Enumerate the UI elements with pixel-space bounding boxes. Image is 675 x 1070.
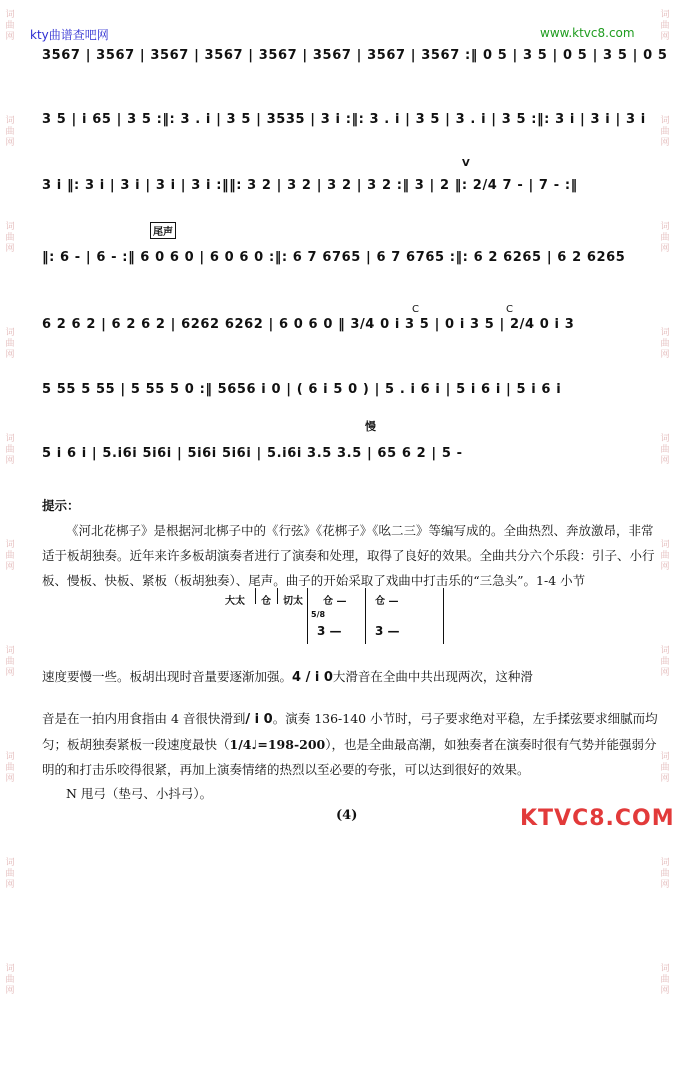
score-row-1	[42, 48, 668, 70]
tempo-fraction: 1/4	[229, 737, 252, 752]
notes-paragraph-3b: 。演奏 136-140 小节时，弓子要求绝对平稳，左手揉弦要求细腻而均匀；板胡独奏紧板一段速度最快（	[42, 711, 658, 752]
percussion-bottom-1: 3 —	[317, 624, 342, 638]
left-watermark-column: 词曲网 词曲网 词曲网 词曲网 词曲网 词曲网 词曲网 词曲网 词曲网 词曲网	[5, 10, 15, 996]
notes-paragraph-3c: ），也是全曲最高潮，如独奏者在演奏时很有气势并能强弱分明的和打击乐咬得很紧，再加上演奏情绪的热烈以至必要的夸张，可以达到很好的效果。	[42, 737, 657, 777]
c-mark-2: C	[506, 304, 513, 315]
coda-label: 尾声	[150, 222, 176, 239]
percussion-cang-sustain-2: 仓 —	[375, 596, 399, 607]
percussion-bottom-2: 3 —	[375, 624, 400, 638]
score-row-6-text: 5 55 5 55 | 5 55 5 0 :‖ 5656 i 0 | ( 6 i 5 0 ) | 5 . i 6 i | 5 i 6 i | 5 i 6 i	[42, 382, 562, 397]
score-row-2	[42, 112, 652, 134]
watermark-top-right: www.ktvc8.com	[540, 26, 635, 40]
notes-continued-2	[42, 706, 662, 806]
notes-continued	[42, 664, 662, 690]
score-row-7-text: 5 i 6 i | 5.i6i 5i6i | 5i6i 5i6i | 5.i6i 3.5 3.5 | 65 6 2 | 5 -	[42, 446, 463, 461]
percussion-dadai: 大太	[225, 596, 245, 607]
score-row-4-text: ‖: 6 - | 6 - :‖ 6 0 6 0 | 6 0 6 0 :‖: 6 7 6765 | 6 7 6765 :‖: 6 2 6265 | 6 2 6265	[42, 250, 626, 265]
notes-paragraph-2a: 速度要慢一些。板胡出现时音量要逐渐加强。	[42, 669, 293, 684]
notes-paragraph-1: 《河北花梆子》是根据河北梆子中的《行弦》《花梆子》《吆二三》等编写成的。全曲热烈、奔放激昂，非常适于板胡独奏。近年来许多板胡演奏者进行了演奏和处理，取得了良好的效果。全曲共分六个乐段：引子、小行板、慢板、快板、紧板（板胡独奏）、尾声。曲子的开始采取了戏曲中打击乐的“三急头”。1-4 小节	[42, 523, 655, 588]
slide-notation-1: 4 / i 0	[292, 670, 333, 685]
breath-mark: V	[462, 158, 470, 169]
score-row-6	[42, 382, 652, 404]
percussion-qietai: 切太	[283, 596, 303, 607]
right-watermark-column: 词曲网 词曲网 词曲网 词曲网 词曲网 词曲网 词曲网 词曲网 词曲网 词曲网	[660, 10, 670, 996]
percussion-time-signature: 5/8	[311, 610, 326, 619]
score-row-7	[42, 446, 652, 468]
notes-paragraph-4: N 甩弓（垫弓、小抖弓）。	[66, 786, 213, 801]
percussion-cang-sustain-1: 仓 —	[323, 596, 347, 607]
page-number: (4)	[336, 808, 358, 823]
percussion-example	[225, 586, 450, 648]
notes-paragraph-2b: 大滑音在全曲中共出现两次，这种滑	[332, 669, 533, 684]
tempo-value: ♩=198-200	[251, 737, 326, 752]
score-row-3	[42, 178, 652, 200]
percussion-cang: 仓	[261, 596, 271, 607]
notes-paragraph-3a: 音是在一拍内用食指由 4 音很快滑到	[42, 711, 246, 726]
slide-notation-2: / i 0	[245, 712, 273, 727]
watermark-top-left: kty曲谱查吧网	[30, 28, 109, 42]
tempo-slow-mark: 慢	[365, 420, 376, 433]
score-row-5	[42, 317, 652, 339]
score-row-1-text: 3567 | 3567 | 3567 | 3567 | 3567 | 3567 | 3567 | 3567 :‖ 0 5 | 3 5 | 0 5 | 3 5 | 0 5	[42, 48, 668, 63]
c-mark-1: C	[412, 304, 419, 315]
notes-section	[42, 493, 662, 593]
score-row-4	[42, 250, 652, 272]
site-logo: KTVC8.COM	[520, 806, 675, 831]
score-row-3-text: 3 i ‖: 3 i | 3 i | 3 i | 3 i :‖‖: 3 2 | 3 2 | 3 2 | 3 2 :‖ 3 | 2 ‖: 2/4 7 - | 7 - :‖	[42, 178, 578, 193]
score-row-2-text: 3 5 | i 65 | 3 5 :‖: 3 . i | 3 5 | 3535 | 3 i :‖: 3 . i | 3 5 | 3 . i | 3 5 :‖: 3 i | 3 i | 3 i	[42, 112, 646, 127]
score-row-5-text: 6 2 6 2 | 6 2 6 2 | 6262 6262 | 6 0 6 0 ‖ 3/4 0 i 3 5 | 0 i 3 5 | 2/4 0 i 3	[42, 317, 575, 332]
notes-heading: 提示：	[42, 498, 80, 513]
